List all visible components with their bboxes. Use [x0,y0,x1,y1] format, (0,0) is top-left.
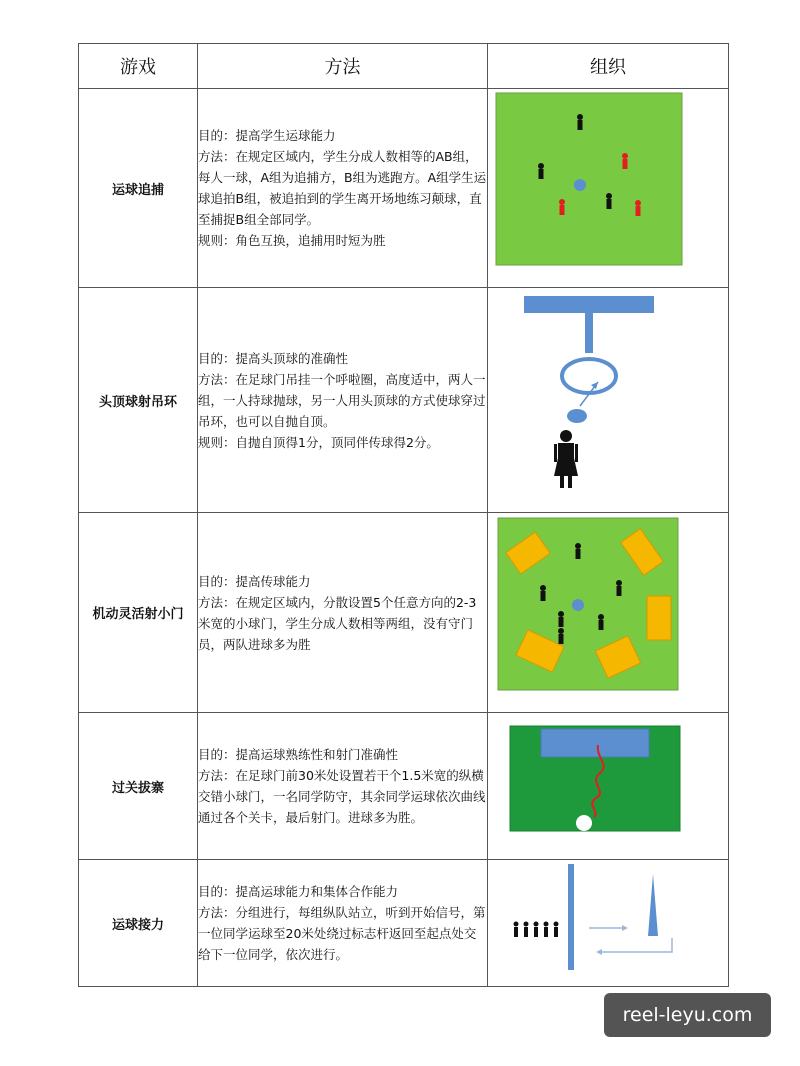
rule-text: 规则：角色互换，追捕用时短为胜 [198,233,386,248]
purpose-text: 目的：提高学生运球能力 [198,128,336,143]
organization-cell [488,713,729,860]
hanging-hoop-diagram [488,288,729,512]
rule-text: 规则：自抛自顶得1分，顶同伴传球得2分。 [198,434,439,450]
dribble-shoot-diagram [488,713,729,859]
purpose-text: 目的：提高运球能力和集体合作能力 [198,884,399,899]
field-chase-diagram [488,89,729,287]
relay-diagram [488,860,729,986]
method-text: 方法：在规定区域内，学生分成人数相等的AB组，每人一球，A组为追捕方，B组为逃跑方。A组学生运球追拍B组，被追拍到的学生离开场地练习颠球，直至捕捉B组全部同学。 [198,149,487,227]
header-method: 方法 [198,44,488,89]
method-text: 方法：分组进行，每组纵队站立，听到开始信号，第一位同学运球至20米处绕过标志杆返回至起点处交给下一位同学，依次进行。 [198,905,486,962]
ball-icon [576,815,592,831]
organization-cell [488,860,729,987]
goal-box [541,729,649,757]
hoop-icon [562,359,616,393]
games-table [78,43,729,987]
purpose-text: 目的：提高头顶球的准确性 [198,350,349,366]
method-text: 方法：在规定区域内，分散设置5个任意方向的2-3米宽的小球门，学生分成人数相等两组，没有守门员，两队进球多为胜 [198,594,477,652]
method-cell [198,513,488,713]
table-row [79,89,729,288]
game-name: 头顶球射吊环 [79,288,198,513]
method-text: 方法：在足球门吊挂一个呼啦圈，高度适中，两人一组，一人持球抛球，另一人用头顶球的方式使球穿过吊环，也可以自抛自顶。 [198,371,486,429]
small-goals-diagram [488,513,729,712]
purpose-text: 目的：提高运球熟练性和射门准确性 [198,747,399,762]
table-row [79,288,729,513]
method-cell [198,860,488,987]
method-text: 方法：在足球门前30米处设置若干个1.5米宽的纵横交错小球门，一名同学防守，其余同学运球依次曲线通过各个关卡，最后射门。进球多为胜。 [198,768,486,825]
person-icon [554,430,578,488]
game-name: 机动灵活射小门 [79,513,198,713]
purpose-text: 目的：提高传球能力 [198,573,311,589]
game-name: 过关拔寨 [79,713,198,860]
organization-cell [488,89,729,288]
header-game: 游戏 [79,44,198,89]
organization-cell [488,513,729,713]
table-row [79,713,729,860]
ball-icon [567,409,587,423]
method-cell [198,713,488,860]
player-queue-icons [514,922,559,938]
method-cell [198,89,488,288]
header-organization: 组织 [488,44,729,89]
method-cell [198,288,488,513]
game-name: 运球追捕 [79,89,198,288]
table-row [79,860,729,987]
marker-pole-icon [648,874,658,936]
return-arrow-icon [602,938,672,952]
ball-icon [572,599,584,611]
hoop-rope [585,313,593,353]
table-row [79,513,729,713]
organization-cell [488,288,729,513]
ball-icon [574,179,586,191]
game-name: 运球接力 [79,860,198,987]
table-header-row [79,44,729,89]
start-line [568,864,574,970]
goal-crossbar [524,296,654,313]
watermark-badge: reel-leyu.com [604,993,771,1037]
